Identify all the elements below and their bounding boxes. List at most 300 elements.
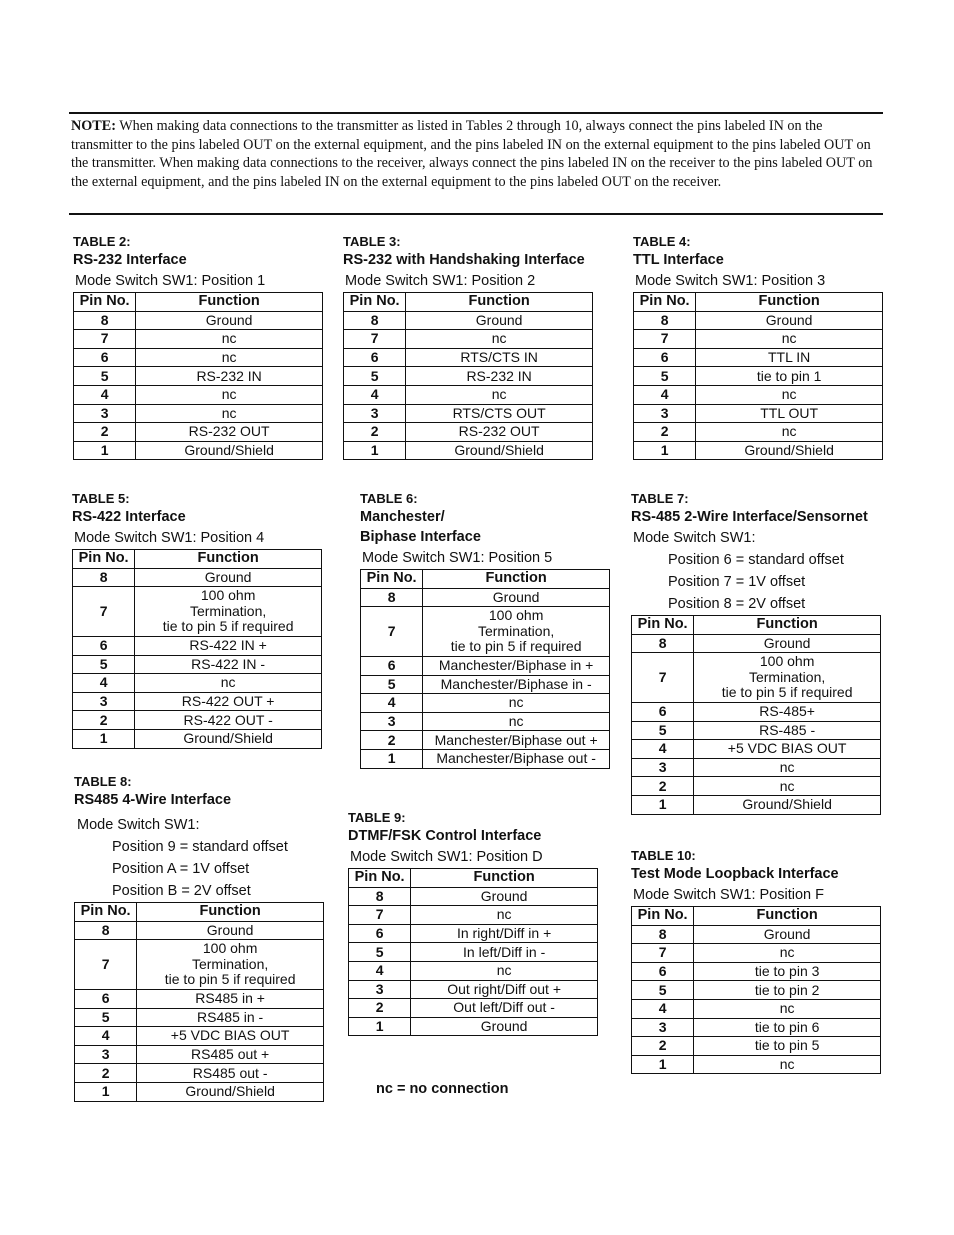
table-row [344,385,593,404]
mode-switch-text: Mode Switch SW1: Position D [350,849,543,865]
table-row [632,962,881,981]
function-cell: nc [696,330,883,349]
table-row [74,330,323,349]
pin-number-cell: 1 [349,1017,411,1036]
function-cell: nc [694,1055,881,1074]
pin-column-header: Pin No. [344,293,406,312]
function-cell: Manchester/Biphase in + [423,656,610,675]
bottom-rule [69,213,883,215]
pin-number-cell: 4 [75,1027,137,1046]
table-row [73,655,322,674]
pin-column-header: Pin No. [74,293,136,312]
pin-number-cell: 8 [74,311,136,330]
function-cell: 100 ohm Termination, tie to pin 5 if required [135,587,322,637]
table-row [73,674,322,693]
pin-number-cell: 8 [75,921,137,940]
function-cell: Out left/Diff out - [411,999,598,1018]
function-cell: nc [135,674,322,693]
table-8-block [74,774,324,1102]
function-cell: Ground [136,311,323,330]
table-title: TTL Interface [633,252,724,268]
table-row [349,999,598,1018]
table-title: RS-232 Interface [73,252,187,268]
position-option: Position B = 2V offset [112,883,251,899]
position-options [668,549,881,615]
pin-number-cell: 4 [361,694,423,713]
pin-number-cell: 3 [632,758,694,777]
pin-column-header: Pin No. [75,903,137,922]
function-cell: nc [694,758,881,777]
table-row [74,404,323,423]
function-cell: Manchester/Biphase in - [423,675,610,694]
position-option: Position 9 = standard offset [112,839,288,855]
pin-number-cell: 6 [632,962,694,981]
table-row [632,795,881,814]
table-header-row [632,907,881,926]
table-row [632,721,881,740]
table-row [634,330,883,349]
function-cell: RS485 out + [137,1045,324,1064]
function-cell: nc [696,423,883,442]
table-row [632,944,881,963]
function-cell: Manchester/Biphase out + [423,731,610,750]
function-column-header: Function [411,869,598,888]
table-row [349,887,598,906]
pin-number-cell: 3 [361,712,423,731]
table-title: RS485 4-Wire Interface [74,792,232,808]
pin-number-cell: 8 [634,311,696,330]
table-label: TABLE 3: [343,234,401,249]
table-label: TABLE 9: [348,810,406,825]
pin-number-cell: 4 [74,385,136,404]
pin-number-cell: 2 [632,1037,694,1056]
note-label: NOTE: [71,118,116,134]
position-option: Position 7 = 1V offset [668,574,806,590]
table-row [74,441,323,460]
table-header-row [349,869,598,888]
function-cell: +5 VDC BIAS OUT [137,1027,324,1046]
table-6-block [360,491,610,769]
table-row [632,1018,881,1037]
table-row [634,311,883,330]
table-header-row [361,570,610,589]
pin-number-cell: 2 [361,731,423,750]
pin-number-cell: 7 [632,944,694,963]
pin-table [73,292,323,460]
pin-number-cell: 1 [632,795,694,814]
function-cell: Ground [411,887,598,906]
function-cell: 100 ohm Termination, tie to pin 5 if required [137,940,324,990]
table-row [632,758,881,777]
function-cell: nc [406,385,593,404]
table-row [632,1037,881,1056]
table-row [73,568,322,587]
table-row [75,989,324,1008]
table-row [361,712,610,731]
pin-number-cell: 5 [349,943,411,962]
table-row [344,367,593,386]
pin-number-cell: 4 [73,674,135,693]
table-3-block [343,234,593,460]
function-cell: In right/Diff in + [411,924,598,943]
table-row [75,921,324,940]
table-label: TABLE 7: [631,491,689,506]
function-cell: nc [411,906,598,925]
position-option: Position 6 = standard offset [668,552,844,568]
pin-number-cell: 2 [349,999,411,1018]
table-row [349,1017,598,1036]
pin-column-header: Pin No. [632,616,694,635]
position-options [112,836,324,902]
pin-column-header: Pin No. [349,869,411,888]
pin-number-cell: 5 [75,1008,137,1027]
pin-table [360,569,610,769]
function-cell: RS-422 IN - [135,655,322,674]
pin-number-cell: 7 [634,330,696,349]
table-row [349,924,598,943]
function-column-header: Function [423,570,610,589]
pin-table [72,549,322,749]
table-row [632,999,881,1018]
pin-number-cell: 1 [75,1082,137,1101]
table-row [73,636,322,655]
function-cell: nc [696,385,883,404]
function-cell: RS-422 OUT + [135,692,322,711]
function-cell: Ground [135,568,322,587]
mode-switch-text: Mode Switch SW1: Position 3 [635,273,826,289]
function-cell: 100 ohm Termination, tie to pin 5 if required [423,607,610,657]
table-row [75,1027,324,1046]
function-cell: nc [136,330,323,349]
table-row [74,348,323,367]
top-rule [69,112,883,114]
pin-number-cell: 4 [632,999,694,1018]
table-row [361,694,610,713]
pin-column-header: Pin No. [632,907,694,926]
pin-number-cell: 3 [632,1018,694,1037]
function-cell: +5 VDC BIAS OUT [694,740,881,759]
function-cell: Ground [137,921,324,940]
pin-number-cell: 6 [73,636,135,655]
function-cell: RS-232 IN [406,367,593,386]
pin-number-cell: 4 [634,385,696,404]
table-row [75,1064,324,1083]
pin-number-cell: 7 [74,330,136,349]
function-cell: nc [406,330,593,349]
pin-number-cell: 7 [73,587,135,637]
pin-number-cell: 5 [632,981,694,1000]
table-row [73,692,322,711]
function-cell: Ground [406,311,593,330]
pin-number-cell: 3 [634,404,696,423]
nc-footnote: nc = no connection [376,1081,509,1097]
pin-table [631,906,881,1074]
table-row [344,441,593,460]
pin-number-cell: 5 [74,367,136,386]
pin-table [631,615,881,815]
table-row [361,656,610,675]
pin-number-cell: 1 [73,729,135,748]
table-header-row [634,293,883,312]
function-cell: nc [423,712,610,731]
function-cell: RS485 out - [137,1064,324,1083]
pin-number-cell: 7 [361,607,423,657]
function-cell: Ground/Shield [694,795,881,814]
table-label: TABLE 4: [633,234,691,249]
table-row [632,1055,881,1074]
table-title: RS-422 Interface [72,509,186,525]
function-cell: RS-485+ [694,702,881,721]
table-row [75,1008,324,1027]
table-row [349,943,598,962]
table-row [634,348,883,367]
pin-table [74,902,324,1102]
pin-table [343,292,593,460]
function-cell: nc [136,348,323,367]
pin-column-header: Pin No. [361,570,423,589]
table-row [632,925,881,944]
function-cell: tie to pin 6 [694,1018,881,1037]
pin-number-cell: 4 [344,385,406,404]
pin-number-cell: 8 [73,568,135,587]
table-row [74,423,323,442]
table-row [344,330,593,349]
pin-number-cell: 8 [632,634,694,653]
function-cell: Ground/Shield [696,441,883,460]
pin-number-cell: 2 [632,777,694,796]
table-5-block [72,491,322,749]
table-row [634,367,883,386]
function-cell: RS-232 OUT [136,423,323,442]
function-cell: tie to pin 5 [694,1037,881,1056]
table-row [361,607,610,657]
table-row [632,981,881,1000]
table-row [632,740,881,759]
pin-number-cell: 3 [349,980,411,999]
table-row [361,588,610,607]
pin-number-cell: 1 [632,1055,694,1074]
table-4-block [633,234,883,460]
table-header-row [632,616,881,635]
table-row [75,1082,324,1101]
function-cell: Ground [694,634,881,653]
pin-number-cell: 2 [634,423,696,442]
table-label: TABLE 10: [631,848,696,863]
pin-number-cell: 1 [74,441,136,460]
function-cell: In left/Diff in - [411,943,598,962]
function-cell: Ground/Shield [406,441,593,460]
function-cell: RS-232 IN [136,367,323,386]
pin-number-cell: 3 [75,1045,137,1064]
function-cell: Ground [694,925,881,944]
pin-number-cell: 6 [349,924,411,943]
pin-number-cell: 6 [75,989,137,1008]
table-row [349,961,598,980]
pin-number-cell: 6 [361,656,423,675]
mode-switch-text: Mode Switch SW1: Position F [633,887,824,903]
table-row [634,441,883,460]
table-10-block [631,848,881,1074]
pin-number-cell: 3 [73,692,135,711]
table-header-row [75,903,324,922]
pin-number-cell: 2 [74,423,136,442]
note-text: When making data connections to the transmitter as listed in Tables 2 through 10, always connect the pins labeled IN on the transmitter to the pins labeled OUT on the external equipment, and the pins labeled IN on the external equipment to the pins labeled OUT on the transmitter. When making data connections to the receiver, always connect the pins labeled IN on the receiver to the pins labeled OUT on the external equipment, and the pins labeled IN on the external equipment to the pins labeled OUT on the receiver. [71,118,873,190]
note-paragraph [71,117,877,191]
pin-table [348,868,598,1036]
table-title: RS-232 with Handshaking Interface [343,252,585,268]
table-title: RS-485 2-Wire Interface/Sensornet [631,509,868,525]
pin-number-cell: 5 [634,367,696,386]
table-row [361,731,610,750]
table-row [361,675,610,694]
table-header-row [74,293,323,312]
pin-number-cell: 8 [344,311,406,330]
pin-number-cell: 5 [361,675,423,694]
table-row [632,777,881,796]
function-cell: RS-422 OUT - [135,711,322,730]
pin-table [633,292,883,460]
function-cell: RS-232 OUT [406,423,593,442]
table-9-block [348,810,598,1036]
function-cell: RTS/CTS IN [406,348,593,367]
table-label: TABLE 8: [74,774,132,789]
table-row [73,729,322,748]
position-option: Position A = 1V offset [112,861,250,877]
table-row [344,423,593,442]
pin-number-cell: 8 [349,887,411,906]
pin-number-cell: 7 [632,653,694,703]
pin-number-cell: 4 [632,740,694,759]
table-row [74,385,323,404]
mode-switch-text: Mode Switch SW1: Position 1 [75,273,266,289]
table-2-block [73,234,323,460]
pin-number-cell: 8 [361,588,423,607]
table-row [74,367,323,386]
pin-column-header: Pin No. [73,550,135,569]
function-column-header: Function [135,550,322,569]
function-cell: Ground [696,311,883,330]
function-cell: nc [136,404,323,423]
table-title: Manchester/ Biphase Interface [360,509,481,545]
table-label: TABLE 6: [360,491,418,506]
table-row [634,423,883,442]
pin-number-cell: 1 [344,441,406,460]
function-cell: tie to pin 1 [696,367,883,386]
function-cell: nc [694,944,881,963]
table-row [349,906,598,925]
function-column-header: Function [694,616,881,635]
table-row [634,404,883,423]
pin-number-cell: 1 [634,441,696,460]
pin-number-cell: 7 [344,330,406,349]
table-row [632,634,881,653]
function-cell: TTL IN [696,348,883,367]
pin-number-cell: 5 [632,721,694,740]
pin-number-cell: 6 [344,348,406,367]
function-cell: RS-422 IN + [135,636,322,655]
function-cell: Ground/Shield [137,1082,324,1101]
function-cell: nc [423,694,610,713]
function-cell: Ground/Shield [136,441,323,460]
function-column-header: Function [406,293,593,312]
table-row [75,940,324,990]
function-cell: Manchester/Biphase out - [423,749,610,768]
function-cell: nc [411,961,598,980]
table-row [361,749,610,768]
function-cell: tie to pin 2 [694,981,881,1000]
function-cell: nc [694,777,881,796]
pin-number-cell: 6 [74,348,136,367]
table-7-block [631,491,881,815]
table-row [74,311,323,330]
pin-number-cell: 6 [632,702,694,721]
table-title: DTMF/FSK Control Interface [348,828,542,844]
table-row [73,587,322,637]
table-row [73,711,322,730]
function-cell: nc [694,999,881,1018]
table-row [634,385,883,404]
pin-column-header: Pin No. [634,293,696,312]
pin-number-cell: 7 [75,940,137,990]
function-column-header: Function [136,293,323,312]
table-row [349,980,598,999]
function-cell: Ground [411,1017,598,1036]
function-cell: tie to pin 3 [694,962,881,981]
table-row [632,653,881,703]
pin-number-cell: 2 [73,711,135,730]
mode-switch-text: Mode Switch SW1: Position 2 [345,273,536,289]
pin-number-cell: 2 [75,1064,137,1083]
function-cell: RTS/CTS OUT [406,404,593,423]
function-cell: Ground/Shield [135,729,322,748]
mode-switch-text: Mode Switch SW1: [77,817,200,833]
table-title: Test Mode Loopback Interface [631,866,839,882]
function-cell: Out right/Diff out + [411,980,598,999]
table-label: TABLE 2: [73,234,131,249]
pin-number-cell: 7 [349,906,411,925]
pin-number-cell: 6 [634,348,696,367]
function-cell: RS485 in + [137,989,324,1008]
function-cell: RS-485 - [694,721,881,740]
function-cell: Ground [423,588,610,607]
pin-number-cell: 3 [74,404,136,423]
function-cell: 100 ohm Termination, tie to pin 5 if required [694,653,881,703]
pin-number-cell: 1 [361,749,423,768]
function-column-header: Function [696,293,883,312]
pin-number-cell: 5 [344,367,406,386]
function-column-header: Function [137,903,324,922]
pin-number-cell: 8 [632,925,694,944]
table-row [344,404,593,423]
table-row [75,1045,324,1064]
mode-switch-text: Mode Switch SW1: Position 4 [74,530,265,546]
table-label: TABLE 5: [72,491,130,506]
function-column-header: Function [694,907,881,926]
table-header-row [344,293,593,312]
table-row [344,348,593,367]
pin-number-cell: 3 [344,404,406,423]
table-header-row [73,550,322,569]
mode-switch-text: Mode Switch SW1: Position 5 [362,550,553,566]
function-cell: TTL OUT [696,404,883,423]
table-row [344,311,593,330]
function-cell: RS485 in - [137,1008,324,1027]
function-cell: nc [136,385,323,404]
mode-switch-text: Mode Switch SW1: [633,530,756,546]
position-option: Position 8 = 2V offset [668,596,806,612]
pin-number-cell: 5 [73,655,135,674]
pin-number-cell: 4 [349,961,411,980]
